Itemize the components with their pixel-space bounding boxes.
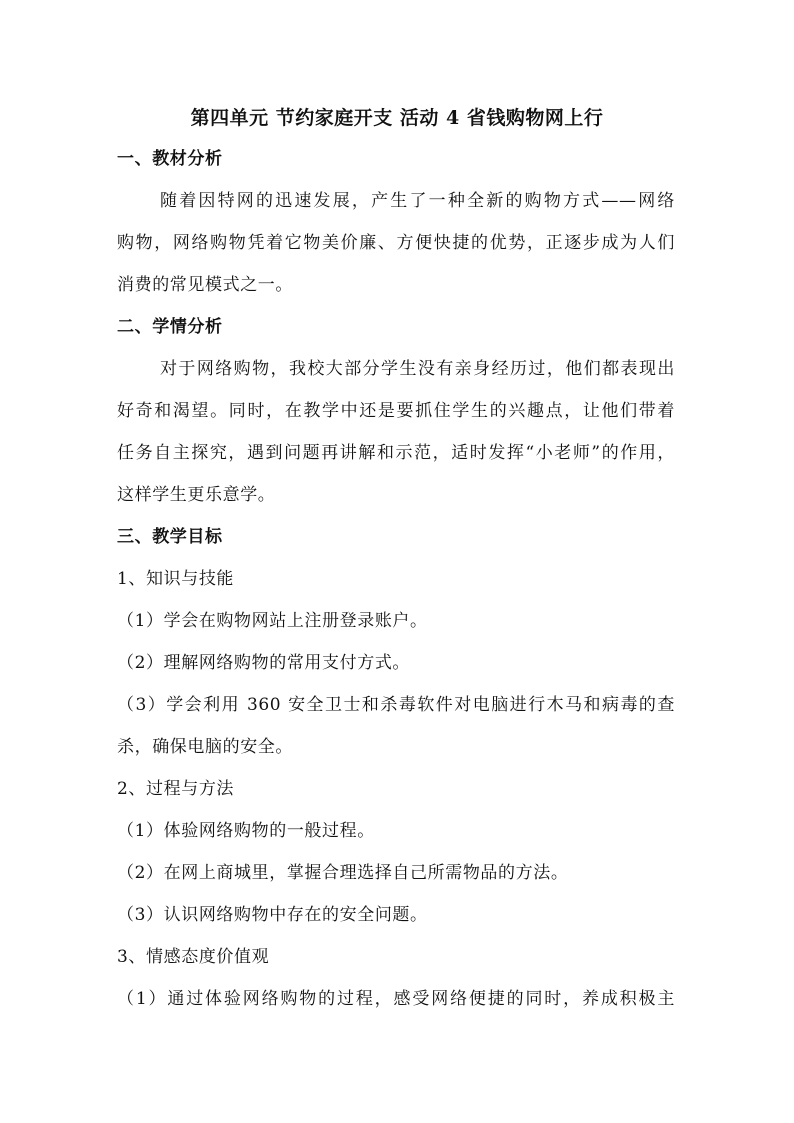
paragraph-line: 购物，网络购物凭着它物美价廉、方便快捷的优势，正逐步成为人们 — [117, 233, 675, 253]
section-heading-teaching-objectives: 三、教学目标 — [117, 527, 223, 547]
subsection-heading-emotional-values: 3、情感态度价值观 — [117, 947, 270, 967]
paragraph-line: 好奇和渴望。同时，在教学中还是要抓住学生的兴趣点，让他们带着 — [117, 401, 675, 421]
paragraph-line: 任务自主探究，遇到问题再讲解和示范，适时发挥“小老师”的作用， — [117, 443, 675, 463]
objective-item: （1）通过体验网络购物的过程，感受网络便捷的同时，养成积极主 — [117, 989, 675, 1009]
paragraph-line: 对于网络购物，我校大部分学生没有亲身经历过，他们都表现出 — [160, 359, 675, 379]
paragraph-line: 消费的常见模式之一。 — [117, 275, 293, 295]
objective-item: （3）认识网络购物中存在的安全问题。 — [117, 905, 428, 925]
paragraph-line: 这样学生更乐意学。 — [117, 485, 276, 505]
subsection-heading-knowledge-skills: 1、知识与技能 — [117, 569, 235, 589]
document-title: 第四单元 节约家庭开支 活动 4 省钱购物网上行 — [190, 107, 604, 129]
section-heading-student-analysis: 二、学情分析 — [117, 317, 223, 337]
objective-item: 杀，确保电脑的安全。 — [117, 737, 293, 757]
section-heading-textbook-analysis: 一、教材分析 — [117, 149, 223, 169]
objective-item: （1）学会在购物网站上注册登录账户。 — [117, 611, 428, 631]
objective-item: （2）在网上商城里，掌握合理选择自己所需物品的方法。 — [117, 863, 569, 883]
objective-item: （2）理解网络购物的常用支付方式。 — [117, 653, 411, 673]
paragraph-line: 随着因特网的迅速发展，产生了一种全新的购物方式——网络 — [160, 191, 675, 211]
objective-item: （1）体验网络购物的一般过程。 — [117, 821, 375, 841]
objective-item: （3）学会利用 360 安全卫士和杀毒软件对电脑进行木马和病毒的查 — [117, 695, 675, 715]
subsection-heading-process-methods: 2、过程与方法 — [117, 779, 235, 799]
